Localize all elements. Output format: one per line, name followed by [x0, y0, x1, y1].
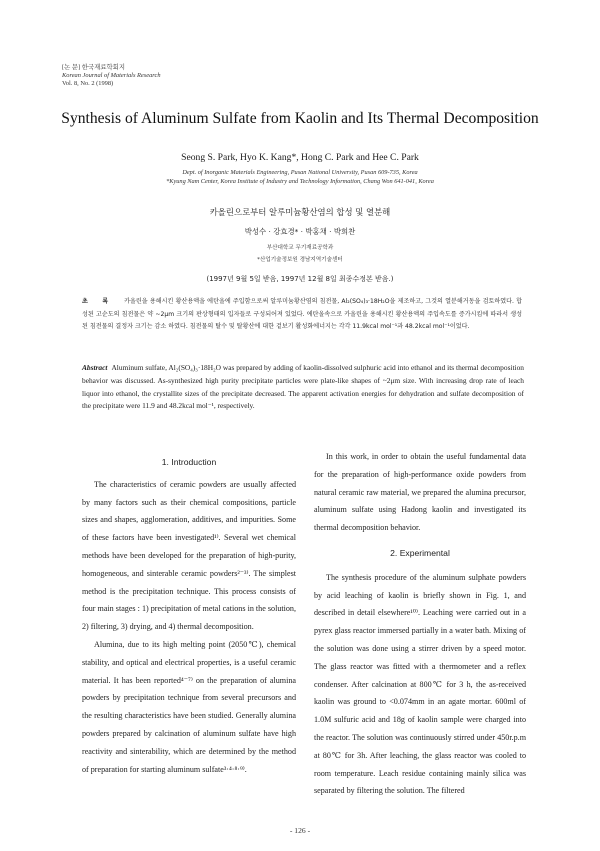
- journal-header: [62, 64, 161, 88]
- paper-title: Synthesis of Aluminum Sulfate from Kaolin and Its Thermal Decomposition: [61, 110, 539, 127]
- section-heading-introduction: 1. Introduction: [161, 457, 217, 467]
- page-number: - 126 -: [289, 826, 311, 835]
- affiliations: [60, 168, 540, 186]
- korean-affiliation-1: 부산대학교 무기재료공학과: [266, 245, 334, 251]
- paragraph: Alumina, due to its high melting point (2050℃), chemical stability, and optical and electrical properties, is a useful ceramic material. It has been reported⁴⁻⁷⁾ on the preparation of alumina powders by precipitation technique from several precursors and the resulting characteristics have been studied. Generally alumina powders prepared by calcination of aluminum sulfate have high reactivity and sinterability, which are determined by the method of preparation for starting aluminum sulfate³·⁴·⁸·⁹⁾.: [82, 639, 296, 774]
- korean-title: 카올린으로부터 알루미늄황산염의 합성 및 열분해: [209, 207, 391, 217]
- affiliation-1: Dept. of Inorganic Materials Engineering, Pusan National University, Pusan 609-735, Korea: [182, 169, 418, 176]
- left-column: [82, 454, 296, 778]
- korean-affiliations: [60, 242, 540, 266]
- english-abstract: [82, 362, 524, 413]
- received-dates: (1997년 9월 5일 받음, 1997년 12월 8일 최종수정본 받음.): [206, 275, 394, 283]
- journal-volume: Vol. 8, No. 2 (1998): [62, 80, 114, 87]
- korean-abstract-text: 카올린을 용해시킨 황산용액을 에탄올에 주입함으로써 알루미늄황산염의 침전물, Al₂(SO₄)₃·18H₂O을 제조하고, 그것의 열분해거동을 검토하였다. 합성된 고순도의 침전물은 약 ~2μm 크기의 판상형태의 입자들로 구성되어져 있었다. 에탄올속으로 카올린을 용해시킨 황산용액의 주입속도를 증가시킴에 따라서 생성된 침전물의 결정자 크기는 감소 하였다. 침전물의 탈수 및 탈황산에 대한 겉보기 활성화에너지는 각각 11.9kcal mol⁻¹과 48.2kcal mol⁻¹이었다.: [82, 298, 522, 331]
- paragraph: The characteristics of ceramic powders are usually affected by many factors such as their chemical compositions, particle sizes and shapes, agglomeration, additives, and impurities. Some of these factors have been investigated¹⁾. Several wet chemical methods have been developed for the preparation of high-purity, homogeneous, and sinterable ceramic powders²⁻³⁾. The simplest method is the precipitation technique. This process consists of four main stages : 1) precipitation of metal cations in the solution, 2) filtering, 3) drying, and 4) thermal decomposition.: [82, 479, 296, 632]
- korean-affiliation-2: *산업기술정보원 경남지역기술센터: [257, 257, 343, 263]
- korean-abstract: [82, 296, 522, 334]
- journal-name-korean: [논 문] 한국재료학회지: [62, 64, 126, 71]
- abstract-label: Abstract: [82, 363, 108, 372]
- korean-authors: 박성수 · 강효경* · 박홍채 · 박희찬: [244, 227, 356, 236]
- korean-abstract-label: 초 록: [82, 298, 115, 305]
- right-column: [314, 448, 526, 800]
- abstract-text: Aluminum sulfate, Al₂(SO₄)₃·18H₂O was prepared by adding of kaolin-dissolved sulphuric acid into ethanol and its thermal decomposition behavior was discussed. As-synthesized high purity precipitate particles were plate-like shapes of ~2μm size. With increasing drop rate of leach liquor into ethanol, the crystallite sizes of the precipitate decreased. The apparent activation energies for dehydration and sulfate decomposition of the precipitate were 11.9 and 48.2kcal mol⁻¹, respectively.: [82, 363, 524, 411]
- paragraph: In this work, in order to obtain the useful fundamental data for the preparation of high-performance oxide powders from natural ceramic raw material, we prepared the alumina precursor, aluminum sulfate using Hadong kaolin and investigated its thermal decomposition behavior.: [314, 452, 526, 533]
- journal-name-english: Korean Journal of Materials Research: [62, 72, 161, 79]
- authors: Seong S. Park, Hyo K. Kang*, Hong C. Park and Hee C. Park: [181, 152, 419, 163]
- affiliation-2: *Kyung Nam Center, Korea Institute of Industry and Technology Information, Chang Won 641-041, Korea: [166, 178, 434, 185]
- section-heading-experimental: 2. Experimental: [390, 547, 450, 558]
- paragraph: The synthesis procedure of the aluminum sulphate powders by acid leaching of kaolin is briefly shown in Fig. 1, and described in detail elsewhere¹⁰⁾. Leaching were carried out in a pyrex glass reactor immersed partially in a water bath. Mixing of the solution was done using a stirrer driven by a speed motor. The glass reactor was fitted with a thermometer and a reflex condenser. After calcination at 800℃ for 3 h, the as-received kaolin was ground to <0.074mm in an agate mortar. 600ml of 1.0M sulfuric acid and 18g of kaolin sample were charged into the reactor. The solution was continuously stirred under 450r.p.m at 80℃ for 3h. After leaching, the glass reactor was cooled to room temperature. Leach residue containing mainly silica was separated by filtering the solution. The filtered: [314, 572, 526, 796]
